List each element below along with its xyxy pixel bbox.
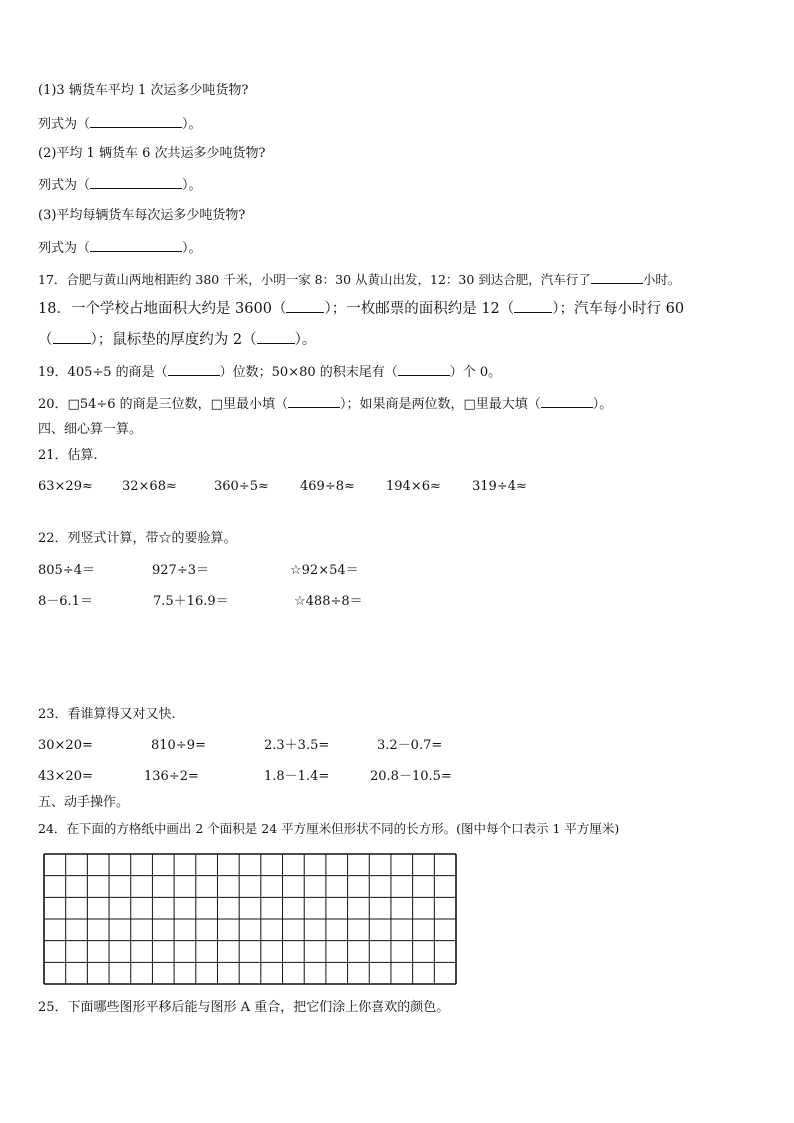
calc-item: 20.8－10.5= xyxy=(370,769,452,784)
graph-paper-grid[interactable] xyxy=(42,852,458,986)
q20-part2: ）；如果商是两位数，□里最大填（ xyxy=(339,397,541,412)
q20-part3: ）。 xyxy=(592,397,613,412)
calc-item: 30×20= xyxy=(38,738,93,753)
q18-part3: ）；汽车每小时行 60 xyxy=(552,301,685,317)
q18-part5: ）；鼠标垫的厚度约为 2（ xyxy=(90,332,257,348)
calc-item: 810÷9= xyxy=(151,738,206,753)
answer-blank[interactable] xyxy=(541,396,593,408)
q17-text: 17．合肥与黄山两地相距约 380 千米，小明一家 8：30 从黄山出发，12：30 到达合肥，汽车行了 xyxy=(38,272,591,287)
q20-part1: 20．□54÷6 的商是三位数，□里最小填（ xyxy=(38,397,288,412)
q18-part1: 18．一个学校占地面积大约是 3600（ xyxy=(38,301,287,317)
q25-title: 25．下面哪些图形平移后能与图形 A 重合，把它们涂上你喜欢的颜色。 xyxy=(38,1000,450,1015)
answer-blank[interactable] xyxy=(286,301,324,313)
q18-part6: ）。 xyxy=(294,332,317,348)
q18-line1 xyxy=(38,301,684,317)
calc-item: 8－6.1＝ xyxy=(38,594,93,609)
q16-sub2: (2)平均 1 辆货车 6 次共运多少吨货物? xyxy=(38,146,266,161)
q16-sub1: (1)3 辆货车平均 1 次运多少吨货物? xyxy=(38,83,249,98)
q16-formula-1 xyxy=(38,116,202,133)
answer-blank[interactable] xyxy=(591,272,643,284)
estimate-item: 360÷5≈ xyxy=(214,479,269,494)
q16-formula-3 xyxy=(38,240,202,257)
q18-line2 xyxy=(38,332,316,348)
calc-item: 805÷4＝ xyxy=(38,563,95,578)
q19-part1: 19．405÷5 的商是（ xyxy=(38,365,168,380)
q19 xyxy=(38,364,501,381)
calc-item: 7.5＋16.9＝ xyxy=(153,594,229,609)
answer-blank[interactable] xyxy=(90,116,182,128)
q21-title: 21．估算. xyxy=(38,448,98,463)
answer-blank[interactable] xyxy=(90,240,182,252)
formula-prefix: 列式为（ xyxy=(38,117,91,132)
answer-blank[interactable] xyxy=(514,301,552,313)
estimate-item: 469÷8≈ xyxy=(300,479,355,494)
answer-blank[interactable] xyxy=(288,396,340,408)
answer-blank[interactable] xyxy=(90,177,182,189)
q22-title: 22．列竖式计算，带☆的要验算。 xyxy=(38,531,237,546)
calc-item: ☆92×54＝ xyxy=(290,563,359,578)
q24-title: 24．在下面的方格纸中画出 2 个面积是 24 平方厘米但形状不同的长方形。(图中每个口表示 1 平方厘米) xyxy=(38,821,620,836)
q16-sub3: (3)平均每辆货车每次运多少吨货物? xyxy=(38,208,246,223)
answer-blank[interactable] xyxy=(168,364,220,376)
answer-blank[interactable] xyxy=(53,332,91,344)
q19-part2: ）位数；50×80 的积末尾有（ xyxy=(219,365,398,380)
q17-suffix: 小时。 xyxy=(642,272,681,287)
section-4-heading: 四、细心算一算。 xyxy=(38,422,143,437)
q23-title: 23．看谁算得又对又快. xyxy=(38,707,176,722)
calc-item: 136÷2= xyxy=(144,769,199,784)
estimate-item: 319÷4≈ xyxy=(472,479,527,494)
answer-blank[interactable] xyxy=(257,332,295,344)
formula-prefix: 列式为（ xyxy=(38,241,91,256)
q19-part3: ）个 0。 xyxy=(449,365,502,380)
formula-suffix: ）。 xyxy=(182,241,202,256)
formula-prefix: 列式为（ xyxy=(38,178,91,193)
q17 xyxy=(38,272,680,288)
calc-item: 43×20= xyxy=(38,769,93,784)
calc-item: 1.8－1.4= xyxy=(264,769,330,784)
q20 xyxy=(38,396,612,413)
calc-item: ☆488÷8＝ xyxy=(294,594,363,609)
estimate-item: 194×6≈ xyxy=(386,479,441,494)
calc-item: 3.2－0.7= xyxy=(377,738,443,753)
calc-item: 927÷3＝ xyxy=(152,563,209,578)
calc-item: 2.3＋3.5= xyxy=(264,738,330,753)
formula-suffix: ）。 xyxy=(182,178,202,193)
q16-formula-2 xyxy=(38,177,202,194)
answer-blank[interactable] xyxy=(398,364,450,376)
q18-part4: （ xyxy=(38,332,53,348)
estimate-item: 63×29≈ xyxy=(38,479,93,494)
q18-part2: ）；一枚邮票的面积约是 12（ xyxy=(324,301,515,317)
section-5-heading: 五、动手操作。 xyxy=(38,795,130,810)
formula-suffix: ）。 xyxy=(182,117,202,132)
estimate-item: 32×68≈ xyxy=(122,479,177,494)
